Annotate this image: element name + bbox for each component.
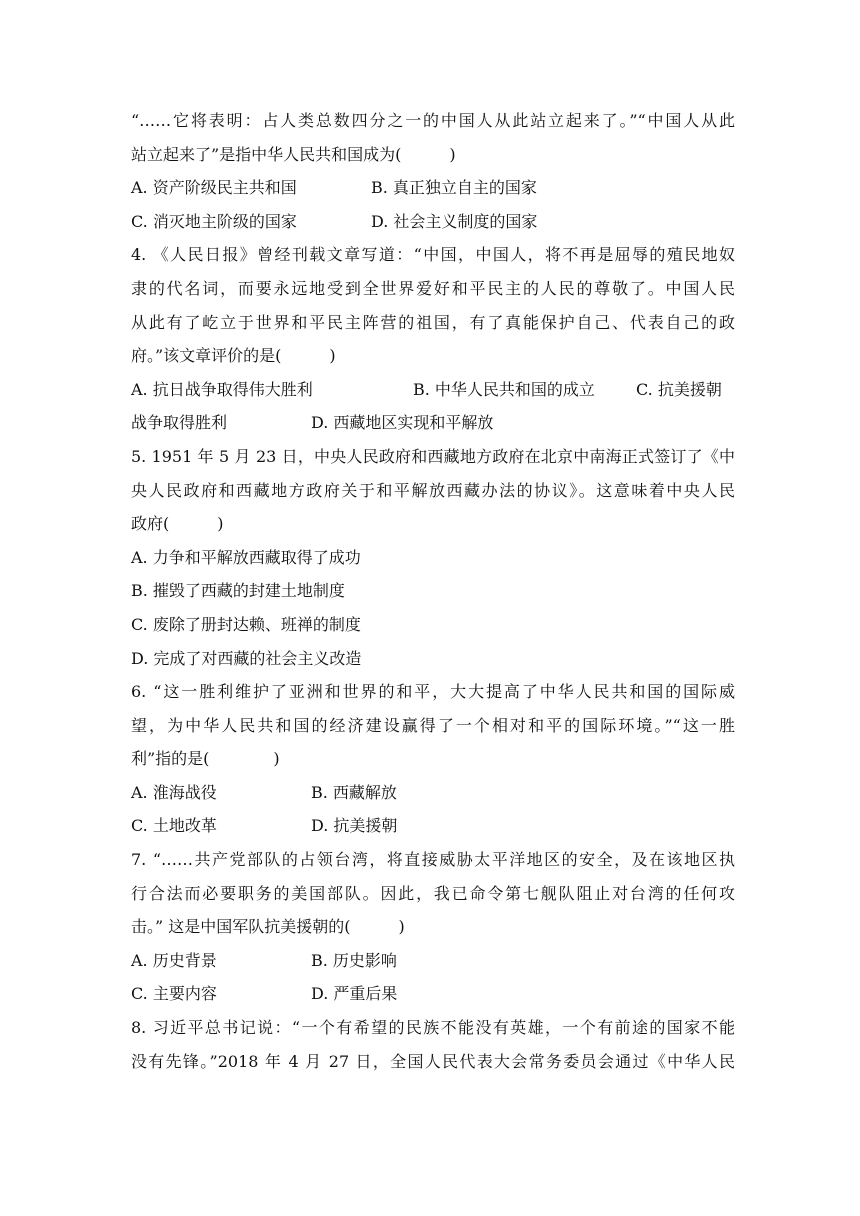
q3-option-b[interactable]: B. 真正独立自主的国家 [371, 178, 537, 198]
q6-option-d[interactable]: D. 抗美援朝 [311, 816, 398, 836]
q5-option-c[interactable]: C. 废除了册封达赖、班禅的制度 [131, 614, 361, 634]
q7-stem-line-1: 7. “……共产党部队的占领台湾，将直接威胁太平洋地区的安全，及在该地区执 [131, 850, 735, 870]
q7-option-d[interactable]: D. 严重后果 [311, 984, 398, 1004]
q7-stem-line-3: 击。” 这是中国军队抗美援朝的( ) [131, 917, 405, 937]
q7-stem-line-2: 行合法而必要职务的美国部队。因此，我已命令第七舰队阻止对台湾的任何攻 [131, 883, 735, 903]
q3-options-row-2 [131, 205, 735, 239]
q6-stem-line-2: 望，为中华人民共和国的经济建设赢得了一个相对和平的国际环境。”“这一胜 [131, 715, 735, 735]
q8-stem-line-2: 没有先锋。”2018 年 4 月 27 日，全国人民代表大会常务委员会通过《中华人民 [131, 1051, 735, 1071]
q4-options-row-1 [131, 373, 735, 407]
q5-option-a[interactable]: A. 力争和平解放西藏取得了成功 [131, 547, 361, 567]
q3-option-d[interactable]: D. 社会主义制度的国家 [371, 211, 538, 231]
q3-stem-line-2: 站立起来了”是指中华人民共和国成为( ) [131, 144, 456, 164]
q3-stem-line-1: “……它将表明：占人类总数四分之一的中国人从此站立起来了。”“中国人从此 [131, 111, 735, 130]
q4-option-c-continued[interactable]: 战争取得胜利 [131, 413, 228, 433]
q4-stem-line-4: 府。”该文章评价的是( ) [131, 346, 336, 366]
q8-stem-line-1: 8. 习近平总书记说：“一个有希望的民族不能没有英雄，一个有前途的国家不能 [131, 1018, 735, 1038]
q6-stem-line-3: 利”指的是( ) [131, 749, 280, 769]
q7-options-row-2 [131, 977, 735, 1011]
q4-stem-line-3: 从此有了屹立于世界和平民主阵营的祖国，有了真能保护自己、代表自己的政 [131, 312, 735, 332]
q4-option-c[interactable]: C. 抗美援朝 [636, 379, 722, 399]
q7-options-row-1 [131, 944, 735, 978]
q6-option-b[interactable]: B. 西藏解放 [311, 782, 397, 802]
q3-option-a[interactable]: A. 资产阶级民主共和国 [131, 178, 297, 198]
q7-option-b[interactable]: B. 历史影响 [311, 950, 397, 970]
q3-options-row-1 [131, 171, 735, 205]
q4-option-d[interactable]: D. 西藏地区实现和平解放 [311, 413, 494, 433]
q6-option-a[interactable]: A. 淮海战役 [131, 782, 217, 802]
q7-option-a[interactable]: A. 历史背景 [131, 950, 217, 970]
q6-options-row-1 [131, 776, 735, 810]
q6-options-row-2 [131, 809, 735, 843]
q5-option-d[interactable]: D. 完成了对西藏的社会主义改造 [131, 648, 362, 668]
q5-stem-line-1: 5. 1951 年 5 月 23 日，中央人民政府和西藏地方政府在北京中南海正式签订了《中 [131, 446, 735, 466]
q5-stem-line-3: 政府( ) [131, 514, 224, 534]
q4-option-a[interactable]: A. 抗日战争取得伟大胜利 [131, 379, 313, 399]
q6-stem-line-1: 6. “这一胜利维护了亚洲和世界的和平，大大提高了中华人民共和国的国际威 [131, 682, 735, 702]
q4-options-row-2 [131, 406, 735, 440]
q4-stem-line-2: 隶的代名词，而要永远地受到全世界爱好和平民主的人民的尊敬了。中国人民 [131, 278, 735, 298]
q7-option-c[interactable]: C. 主要内容 [131, 984, 217, 1004]
exam-questions [131, 104, 735, 1078]
q4-stem-line-1: 4. 《人民日报》曾经刊载文章写道：“中国，中国人，将不再是屈辱的殖民地奴 [131, 245, 735, 265]
q3-option-c[interactable]: C. 消灭地主阶级的国家 [131, 211, 297, 231]
q5-option-b[interactable]: B. 摧毁了西藏的封建土地制度 [131, 581, 345, 601]
q5-stem-line-2: 央人民政府和西藏地方政府关于和平解放西藏办法的协议》。这意味着中央人民 [131, 480, 735, 500]
q6-option-c[interactable]: C. 土地改革 [131, 816, 217, 836]
q4-option-b[interactable]: B. 中华人民共和国的成立 [413, 379, 595, 399]
